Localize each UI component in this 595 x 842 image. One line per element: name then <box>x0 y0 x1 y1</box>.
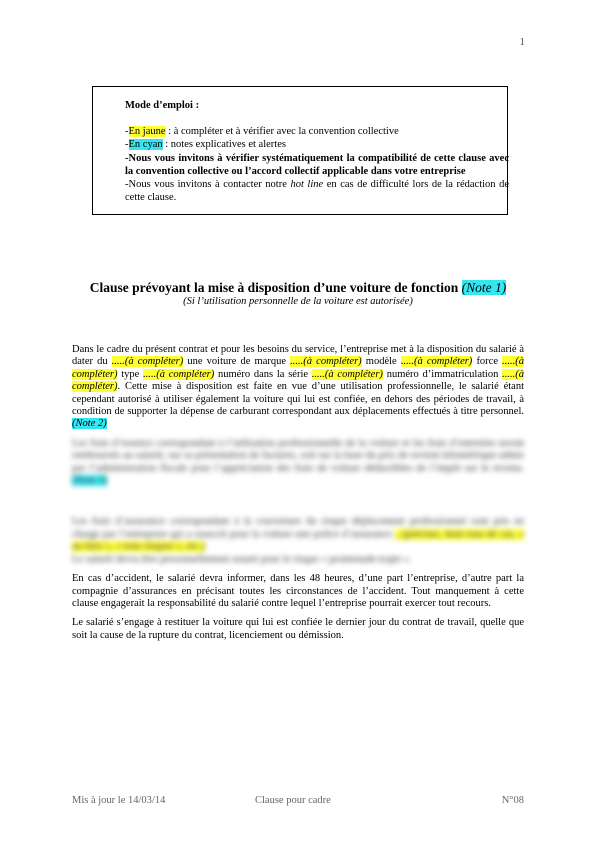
p1-text-7: numéro d’immatriculation <box>382 368 503 380</box>
paragraph-accident: En cas d’accident, le salarié devra informer, dans les 48 heures, d’une part l’entreprise, d’autre part la compagnie d’assurances en précisant toutes les circonstances de l’accident. Tout manquement à cette clause engagerait la responsabilité du salarié contre lequel l’entreprise pourrait exercer tout recours. <box>72 573 524 609</box>
footer-title: Clause pour cadre <box>255 795 331 806</box>
instruction-cyan: -En cyan : notes explicatives et alertes <box>125 139 286 151</box>
yellow-label: En jaune <box>128 126 166 138</box>
clause-body <box>72 344 524 649</box>
fill-registration: .....(à compléter) <box>72 368 524 393</box>
paragraph-return: Le salarié s’engage à restituer la voiture qui lui est confiée le dernier jour du contrat de travail, quelle que soit la cause de la rupture du contrat, licenciement ou démission. <box>72 617 524 641</box>
p1-text-1: Dans le cadre du présent contrat et pour les besoins du service, l’entreprise met à la disposition du salarié à dater du <box>72 344 524 368</box>
p1-text-6: numéro dans la série <box>214 368 312 380</box>
p1-text-2: une voiture de marque <box>183 356 291 368</box>
blurred-note-3: (Note 3) <box>72 475 108 487</box>
clause-note-1: (Note 1) <box>461 280 507 295</box>
paragraph-vehicle <box>72 344 524 431</box>
blurred-text-3: Le salarié devra être personnellement assuré pour le risque « promenade-trajet ». <box>72 553 412 565</box>
instruction-hotline <box>125 178 509 204</box>
cyan-text: : notes explicatives et alertes <box>162 139 286 151</box>
page-number: 1 <box>519 36 525 48</box>
footer-date: Mis à jour le 14/03/14 <box>72 795 166 806</box>
blurred-fill: ...(préciser, dont tous de cas, « au tiers », « tous risques », etc.) <box>72 528 525 553</box>
fill-series: .....(à compléter) <box>311 368 383 380</box>
p1-text-3: modèle <box>361 356 401 368</box>
p1-text-4: force <box>472 356 503 368</box>
fill-model: .....(à compléter) <box>400 356 473 368</box>
clause-title <box>72 280 524 296</box>
fill-date: .....(à compléter) <box>111 356 184 368</box>
fill-power: .....(à compléter) <box>72 356 525 380</box>
fill-brand: .....(à compléter) <box>290 356 362 368</box>
yellow-text: : à compléter et à vérifier avec la convention collective <box>165 126 399 138</box>
footer-number: N°08 <box>501 795 524 806</box>
instructions-box <box>92 86 508 215</box>
hotline-before: -Nous vous invitons à contacter notre <box>125 179 291 191</box>
cyan-label: En cyan <box>128 139 163 151</box>
fill-type: .....(à compléter) <box>143 368 215 380</box>
instructions-title: Mode d’emploi : <box>125 100 200 111</box>
clause-title-text: Clause prévoyant la mise à disposition d’une voiture de fonction <box>89 280 462 295</box>
blurred-paragraph-expenses <box>72 438 524 488</box>
clause-subtitle: (Si l’utilisation personnelle de la voiture est autorisée) <box>183 296 413 307</box>
blurred-text-1: Les frais d’essence correspondant à l’utilisation professionnelle de la voiture et les frais d’entretien seront remboursés au salarié, sur sa présentation de factures, soit sur la base du prix de revient kilométrique admis par l’administration fiscale pour l’appréciation des frais de voiture déductibles de l’impôt sur le revenu. <box>72 437 524 474</box>
blurred-text-2: Les frais d’assurance correspondant à la couverture du risque déplacement professionnel sont pris en charge par l’entreprise qui a souscrit pour la voiture une police d’assurance <box>72 516 524 540</box>
note-2: (Note 2) <box>72 418 107 430</box>
hotline-after: en cas de difficulté lors de la rédaction de cette clause. <box>125 179 510 204</box>
hotline-word: hot line <box>290 179 324 191</box>
p1-text-8: . Cette mise à disposition est faite en vue d’une utilisation professionnelle, le salarié étant cependant autorisé à utiliser également la voiture qui lui est confiée, en dehors des périodes de travail, à condition de supporter la dépense de carburant correspondant aux déplacements effectués à titre personnel. <box>72 381 524 418</box>
p1-text-5: type <box>117 368 144 380</box>
blurred-paragraph-insurance <box>72 516 524 566</box>
instruction-compatibility: -Nous vous invitons à vérifier systématiquement la compatibilité de cette clause avec la convention collective ou l’accord collectif applicable dans votre entreprise <box>125 152 509 177</box>
instruction-yellow: -En jaune : à compléter et à vérifier avec la convention collective <box>125 126 399 138</box>
